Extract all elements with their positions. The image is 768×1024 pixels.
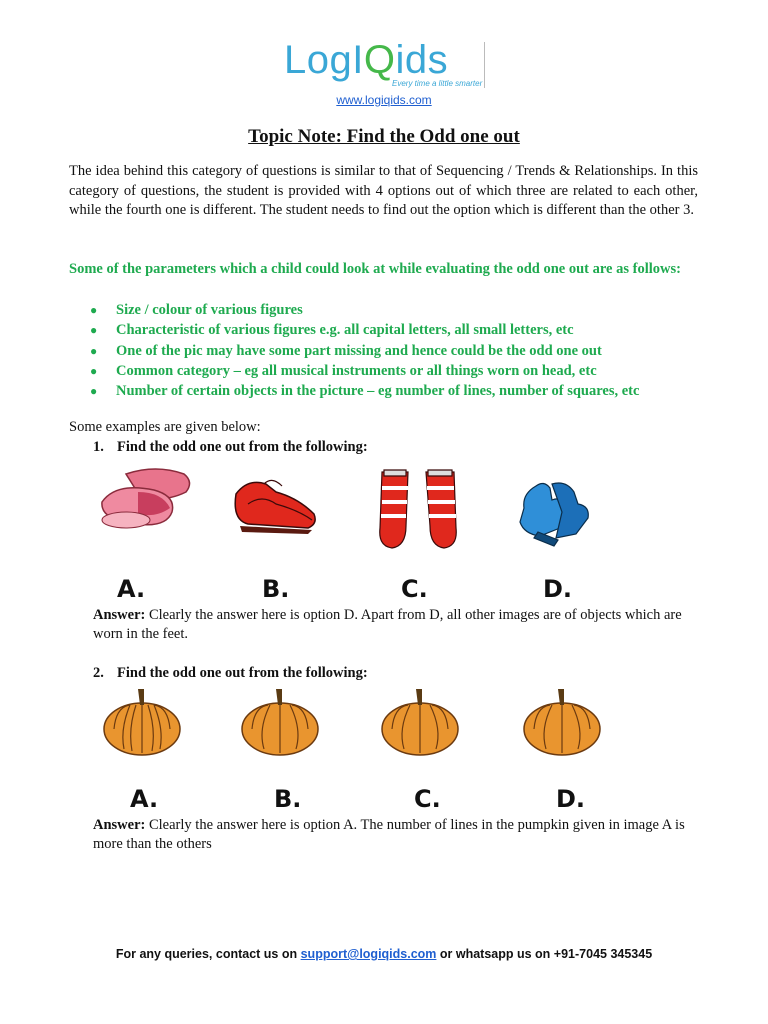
list-item: ● Number of certain objects in the picture – eg number of lines, number of squares, etc xyxy=(90,383,640,400)
pumpkin-image xyxy=(100,685,184,757)
gloves-image xyxy=(516,478,592,548)
option-label: D. xyxy=(543,575,573,603)
logo-divider xyxy=(484,42,485,88)
support-email-link[interactable]: support@logiqids.com xyxy=(300,947,437,961)
bullet-icon: ● xyxy=(90,323,98,338)
option-label: A. xyxy=(130,785,159,813)
website-link[interactable]: www.logiqids.com xyxy=(336,93,432,107)
socks-image xyxy=(374,466,466,554)
option-label: A. xyxy=(117,575,146,603)
bullet-icon: ● xyxy=(90,343,98,358)
shoes-image xyxy=(228,474,322,536)
question-1-heading: 1. Find the odd one out from the following: xyxy=(93,439,368,455)
parameters-list xyxy=(90,300,639,401)
option-label: B. xyxy=(262,575,290,603)
question-2-answer: Answer: Clearly the answer here is option A. The number of lines in the pumpkin given in image A is more than the others xyxy=(93,817,685,852)
page-title: Topic Note: Find the Odd one out xyxy=(248,126,520,147)
slippers-image xyxy=(96,462,196,542)
pumpkin-image xyxy=(378,685,462,757)
list-item: ● Size / colour of various figures xyxy=(90,302,303,318)
intro-paragraph: The idea behind this category of questions is similar to that of Sequencing / Trends & Relationships. In this category of questions, the student is provided with 4 options out of which three are related to each other, while the fourth one is different. The student needs to find out the option which is different than the other 3. xyxy=(69,163,698,218)
option-label: D. xyxy=(556,785,586,813)
option-label: B. xyxy=(274,785,302,813)
option-label: C. xyxy=(414,785,441,813)
bullet-icon: ● xyxy=(90,363,98,378)
logiqids-logo xyxy=(284,40,494,90)
question-2-heading: 2. Find the odd one out from the following: xyxy=(93,665,368,681)
logo-wordmark: LogIQids xyxy=(284,38,449,82)
bullet-icon: ● xyxy=(90,303,98,317)
list-item: ● Common category – eg all musical instruments or all things worn on head, etc xyxy=(90,362,597,379)
list-item: ● Characteristic of various figures e.g. all capital letters, all small letters, etc xyxy=(90,322,574,339)
question-1-answer: Answer: Clearly the answer here is option D. Apart from D, all other images are of objects which are worn in the feet. xyxy=(93,607,682,642)
parameters-heading: Some of the parameters which a child could look at while evaluating the odd one out are as follows: xyxy=(69,261,681,277)
footer-contact: For any queries, contact us on support@logiqids.com or whatsapp us on +91-7045 345345 xyxy=(115,947,653,961)
list-item: ● One of the pic may have some part missing and hence could be the odd one out xyxy=(90,342,602,359)
bullet-icon: ● xyxy=(90,384,98,399)
logo-tagline: Every time a little smarter xyxy=(392,79,483,88)
pumpkin-image xyxy=(238,685,322,757)
examples-intro: Some examples are given below: xyxy=(69,419,261,435)
pumpkin-image xyxy=(520,685,604,757)
option-label: C. xyxy=(401,575,428,603)
